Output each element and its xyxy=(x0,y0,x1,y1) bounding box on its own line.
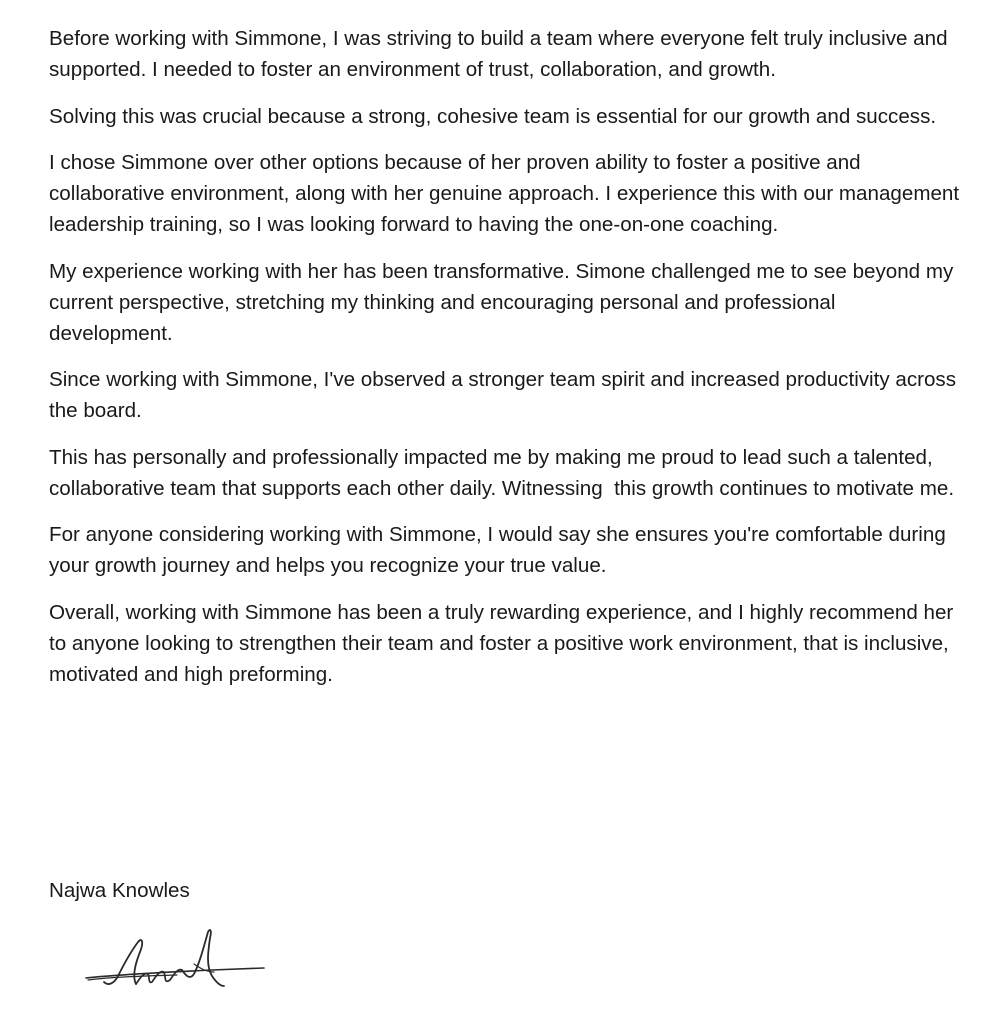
paragraph-why-chose: I chose Simmone over other options because of her proven ability to foster a positive and collaborative environment, along with her genuine approach. I experience this with our management leadership training, so I was looking forward to having the one-on-one coaching. xyxy=(49,151,965,236)
paragraph-before: Before working with Simmone, I was striving to build a team where everyone felt truly inclusive and supported. I needed to foster an environment of trust, collaboration, and growth. xyxy=(49,27,954,81)
paragraph-impact: This has personally and professionally impacted me by making me proud to lead such a talented, collaborative team that supports each other daily. Witnessing this growth continues to motivate me. xyxy=(49,445,955,500)
paragraph-why-crucial: Solving this was crucial because a strong, cohesive team is essential for our growth and success. xyxy=(49,104,937,128)
paragraph-advice: For anyone considering working with Simmone, I would say she ensures you're comfortable during your growth journey and helps you recognize your true value. xyxy=(49,523,952,577)
signature-icon xyxy=(82,920,272,1000)
paragraph-overall: Overall, working with Simmone has been a truly rewarding experience, and I highly recommend her to anyone looking to strengthen their team and foster a positive work environment, that is inclusive, motivated and high preforming. xyxy=(49,600,960,686)
paragraph-experience: My experience working with her has been transformative. Simone challenged me to see beyond my current perspective, stretching my thinking and encouraging personal and professional development. xyxy=(49,259,960,345)
testimonial-body xyxy=(49,23,964,705)
author-name: Najwa Knowles xyxy=(49,879,190,902)
paragraph-results: Since working with Simmone, I've observed a stronger team spirit and increased productivity across the board. xyxy=(49,368,962,422)
